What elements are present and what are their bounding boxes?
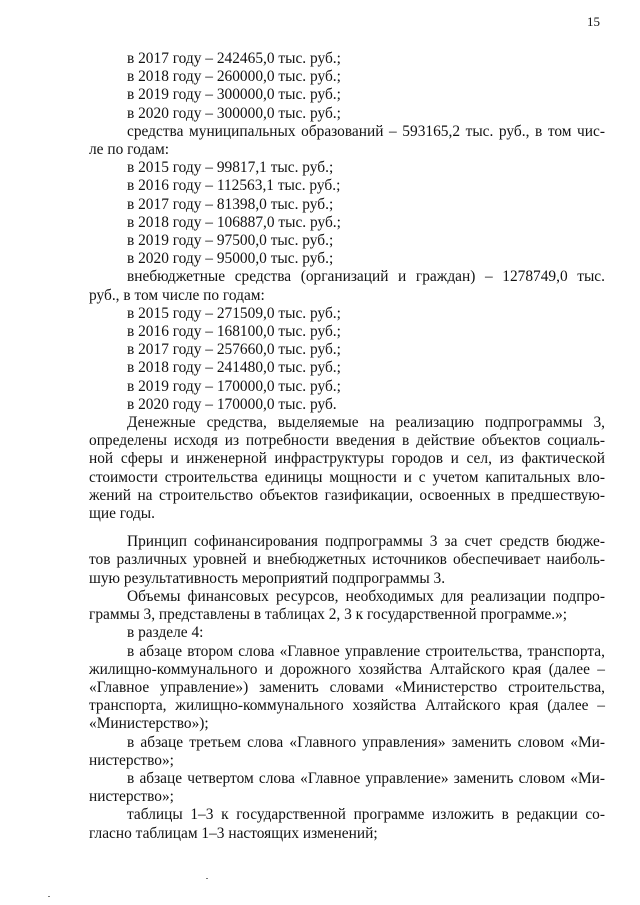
text-line: внебюджетные средства (организаций и граждан) – 1278749,0 тыс. <box>127 268 605 286</box>
text-line: ной сферы и инженерной инфраструктуры городов и сел, из фактической <box>89 450 605 468</box>
text-line: транспорта, жилищно-коммунального хозяйства Алтайского края (далее – <box>89 697 605 715</box>
text-line: Объемы финансовых ресурсов, необходимых для реализации подпро- <box>127 587 605 605</box>
text-line: таблицы 1–3 к государственной программе изложить в редакции со- <box>127 806 605 824</box>
text-line: в 2016 году – 112563,1 тыс. руб.; <box>127 177 341 195</box>
text-line: тов различных уровней и внебюджетных источников обеспечивает наиболь- <box>89 551 605 569</box>
scan-speck <box>206 878 208 879</box>
text-line: «Министерство»); <box>89 715 209 733</box>
text-line: в 2015 году – 99817,1 тыс. руб.; <box>127 159 334 177</box>
text-line: нистерство»; <box>89 788 174 806</box>
text-line: нистерство»; <box>89 751 174 769</box>
text-line: Принцип софинансирования подпрограммы 3 за счет средств бюдже- <box>127 533 605 551</box>
paragraph-gap <box>89 523 605 533</box>
text-line: Денежные средства, выделяемые на реализацию подпрограммы 3, <box>127 414 605 432</box>
text-line: в 2020 году – 95000,0 тыс. руб.; <box>127 250 334 268</box>
text-line: руб., в том числе по годам: <box>89 286 265 304</box>
text-line: щие годы. <box>89 505 155 523</box>
text-line: определены исходя из потребности введения в действие объектов социаль- <box>89 432 605 450</box>
text-line: в 2018 году – 106887,0 тыс. руб.; <box>127 213 341 231</box>
text-line: в 2017 году – 81398,0 тыс. руб.; <box>127 195 334 213</box>
text-line: в 2015 году – 271509,0 тыс. руб.; <box>127 304 341 322</box>
page-number: 15 <box>587 14 600 29</box>
text-line: в абзаце четвертом слова «Главное управление» заменить словом «Ми- <box>127 769 605 787</box>
text-line: «Главное управление») заменить словами «Министерство строительства, <box>89 678 605 696</box>
text-line: в 2019 году – 300000,0 тыс. руб.; <box>127 86 341 104</box>
text-line: в 2017 году – 242465,0 тыс. руб.; <box>127 50 341 67</box>
text-line: в 2016 году – 168100,0 тыс. руб.; <box>127 323 341 341</box>
text-line: в 2018 году – 260000,0 тыс. руб.; <box>127 68 341 86</box>
text-line: граммы 3, представлены в таблицах 2, 3 к государственной программе.»; <box>89 606 568 624</box>
text-line: в 2019 году – 170000,0 тыс. руб.; <box>127 377 341 395</box>
text-line: в абзаце втором слова «Главное управление строительства, транспорта, <box>127 642 605 660</box>
text-line: шую результативность мероприятий подпрограммы 3. <box>89 569 446 587</box>
text-line: жений на строительство объектов газификации, освоенных в предшествую- <box>89 486 605 504</box>
text-line: в 2020 году – 170000,0 тыс. руб. <box>127 395 337 413</box>
text-line: в разделе 4: <box>127 624 204 642</box>
text-line: средства муниципальных образований – 593165,2 тыс. руб., в том чис- <box>127 122 605 140</box>
scan-speck <box>48 896 50 897</box>
text-line: в 2019 году – 97500,0 тыс. руб.; <box>127 232 334 250</box>
text-line: в 2018 году – 241480,0 тыс. руб.; <box>127 359 341 377</box>
text-line: в 2017 году – 257660,0 тыс. руб.; <box>127 341 341 359</box>
text-line: гласно таблицам 1–3 настоящих изменений; <box>89 824 378 842</box>
text-line: стоимости строительства единицы мощности и с учетом капитальных вло- <box>89 468 605 486</box>
text-line: жилищно-коммунального и дорожного хозяйства Алтайского края (далее – <box>89 660 605 678</box>
text-line: в абзаце третьем слова «Главного управления» заменить словом «Ми- <box>127 733 605 751</box>
text-line: ле по годам: <box>89 141 169 159</box>
document-body <box>89 50 605 843</box>
text-line: в 2020 году – 300000,0 тыс. руб.; <box>127 104 341 122</box>
